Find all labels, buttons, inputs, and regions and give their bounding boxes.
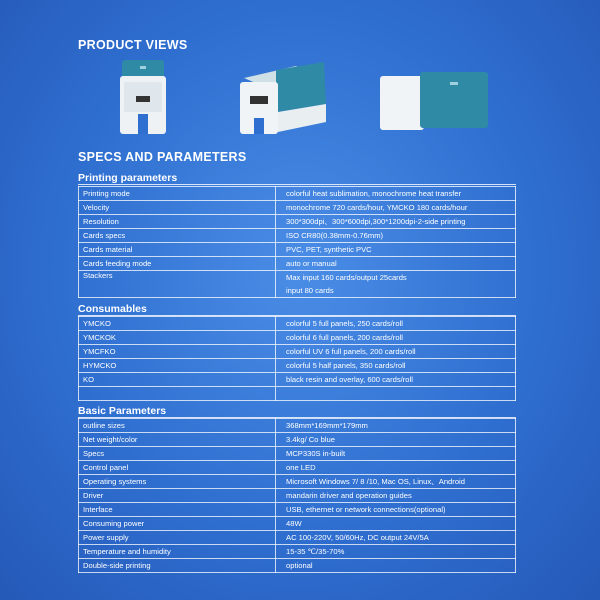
- table-row: [79, 271, 516, 298]
- param-value: MCP330S in-built: [276, 447, 516, 461]
- param-value: USB, ethernet or network connections(optional): [276, 503, 516, 517]
- param-name: Velocity: [79, 201, 276, 215]
- printing-parameters-table: [78, 186, 516, 298]
- param-value: colorful 6 full panels, 200 cards/roll: [276, 331, 516, 345]
- param-name: Specs: [79, 447, 276, 461]
- param-value: 15-35 ℃/35-70%: [276, 545, 516, 559]
- table-row: [79, 489, 516, 503]
- table-row: [79, 447, 516, 461]
- param-name: Cards specs: [79, 229, 276, 243]
- param-name: HYMCKO: [79, 359, 276, 373]
- table-row: [79, 243, 516, 257]
- param-name: [79, 387, 276, 401]
- table-row: [79, 257, 516, 271]
- table-row: [79, 201, 516, 215]
- param-value: colorful heat sublimation, monochrome heat transfer: [276, 187, 516, 201]
- printer-side-image: [380, 70, 490, 130]
- param-value: colorful 5 half panels, 350 cards/roll: [276, 359, 516, 373]
- consumables-heading: Consumables: [78, 303, 147, 315]
- param-name: YMCKOK: [79, 331, 276, 345]
- basic-parameters-heading: Basic Parameters: [78, 405, 167, 417]
- param-name: Operating systems: [79, 475, 276, 489]
- param-value: Microsoft Windows 7/ 8 /10, Mac OS, Linux、Android: [276, 475, 516, 489]
- printing-divider: [78, 184, 516, 185]
- printer-front-image: [118, 58, 168, 136]
- param-name: outline sizes: [79, 419, 276, 433]
- table-row: [79, 317, 516, 331]
- specs-title: SPECS AND PARAMETERS: [78, 150, 247, 164]
- param-name: Stackers: [79, 271, 276, 298]
- product-images: [0, 58, 600, 140]
- stackers-line-2: input 80 cards: [286, 286, 334, 295]
- param-value: colorful UV 6 full panels, 200 cards/roll: [276, 345, 516, 359]
- stackers-line-1: Max input 160 cards/output 25cards: [286, 273, 407, 282]
- table-row: [79, 503, 516, 517]
- table-row: [79, 215, 516, 229]
- param-value: mandarin driver and operation guides: [276, 489, 516, 503]
- table-row: [79, 187, 516, 201]
- param-value: [276, 387, 516, 401]
- param-name: Temperature and humidity: [79, 545, 276, 559]
- product-views-title: PRODUCT VIEWS: [78, 38, 188, 52]
- table-row: [79, 387, 516, 401]
- table-row: [79, 331, 516, 345]
- param-value: colorful 5 full panels, 250 cards/roll: [276, 317, 516, 331]
- printer-angle-image: [236, 60, 328, 136]
- param-name: KO: [79, 373, 276, 387]
- param-name: YMCKO: [79, 317, 276, 331]
- table-row: [79, 517, 516, 531]
- param-name: Interface: [79, 503, 276, 517]
- param-value: 3.4kg/ Co blue: [276, 433, 516, 447]
- table-row: [79, 545, 516, 559]
- param-value: black resin and overlay, 600 cards/roll: [276, 373, 516, 387]
- table-row: [79, 475, 516, 489]
- basic-parameters-table: [78, 418, 516, 573]
- param-value: ISO CR80(0.38mm-0.76mm): [276, 229, 516, 243]
- table-row: [79, 419, 516, 433]
- param-value: auto or manual: [276, 257, 516, 271]
- param-value: monochrome 720 cards/hour, YMCKO 180 cards/hour: [276, 201, 516, 215]
- table-row: [79, 531, 516, 545]
- param-name: Driver: [79, 489, 276, 503]
- table-row: [79, 461, 516, 475]
- param-name: Power supply: [79, 531, 276, 545]
- param-value: 368mm*169mm*179mm: [276, 419, 516, 433]
- param-value: PVC, PET, synthetic PVC: [276, 243, 516, 257]
- param-name: Control panel: [79, 461, 276, 475]
- param-name: Resolution: [79, 215, 276, 229]
- consumables-table: [78, 316, 516, 401]
- param-name: Net weight/color: [79, 433, 276, 447]
- param-name: Printing mode: [79, 187, 276, 201]
- param-value: one LED: [276, 461, 516, 475]
- table-row: [79, 359, 516, 373]
- param-value: optional: [276, 559, 516, 573]
- table-row: [79, 373, 516, 387]
- param-value: 300*300dpi、300*600dpi,300*1200dpi-2-side printing: [276, 215, 516, 229]
- param-value: [276, 271, 516, 298]
- table-row: [79, 559, 516, 573]
- param-name: YMCFKO: [79, 345, 276, 359]
- param-name: Cards feeding mode: [79, 257, 276, 271]
- param-value: AC 100-220V, 50/60Hz, DC output 24V/5A: [276, 531, 516, 545]
- table-row: [79, 433, 516, 447]
- param-name: Double-side printing: [79, 559, 276, 573]
- param-value: 48W: [276, 517, 516, 531]
- param-name: Cards material: [79, 243, 276, 257]
- printing-parameters-heading: Printing parameters: [78, 172, 178, 184]
- param-name: Consuming power: [79, 517, 276, 531]
- table-row: [79, 345, 516, 359]
- table-row: [79, 229, 516, 243]
